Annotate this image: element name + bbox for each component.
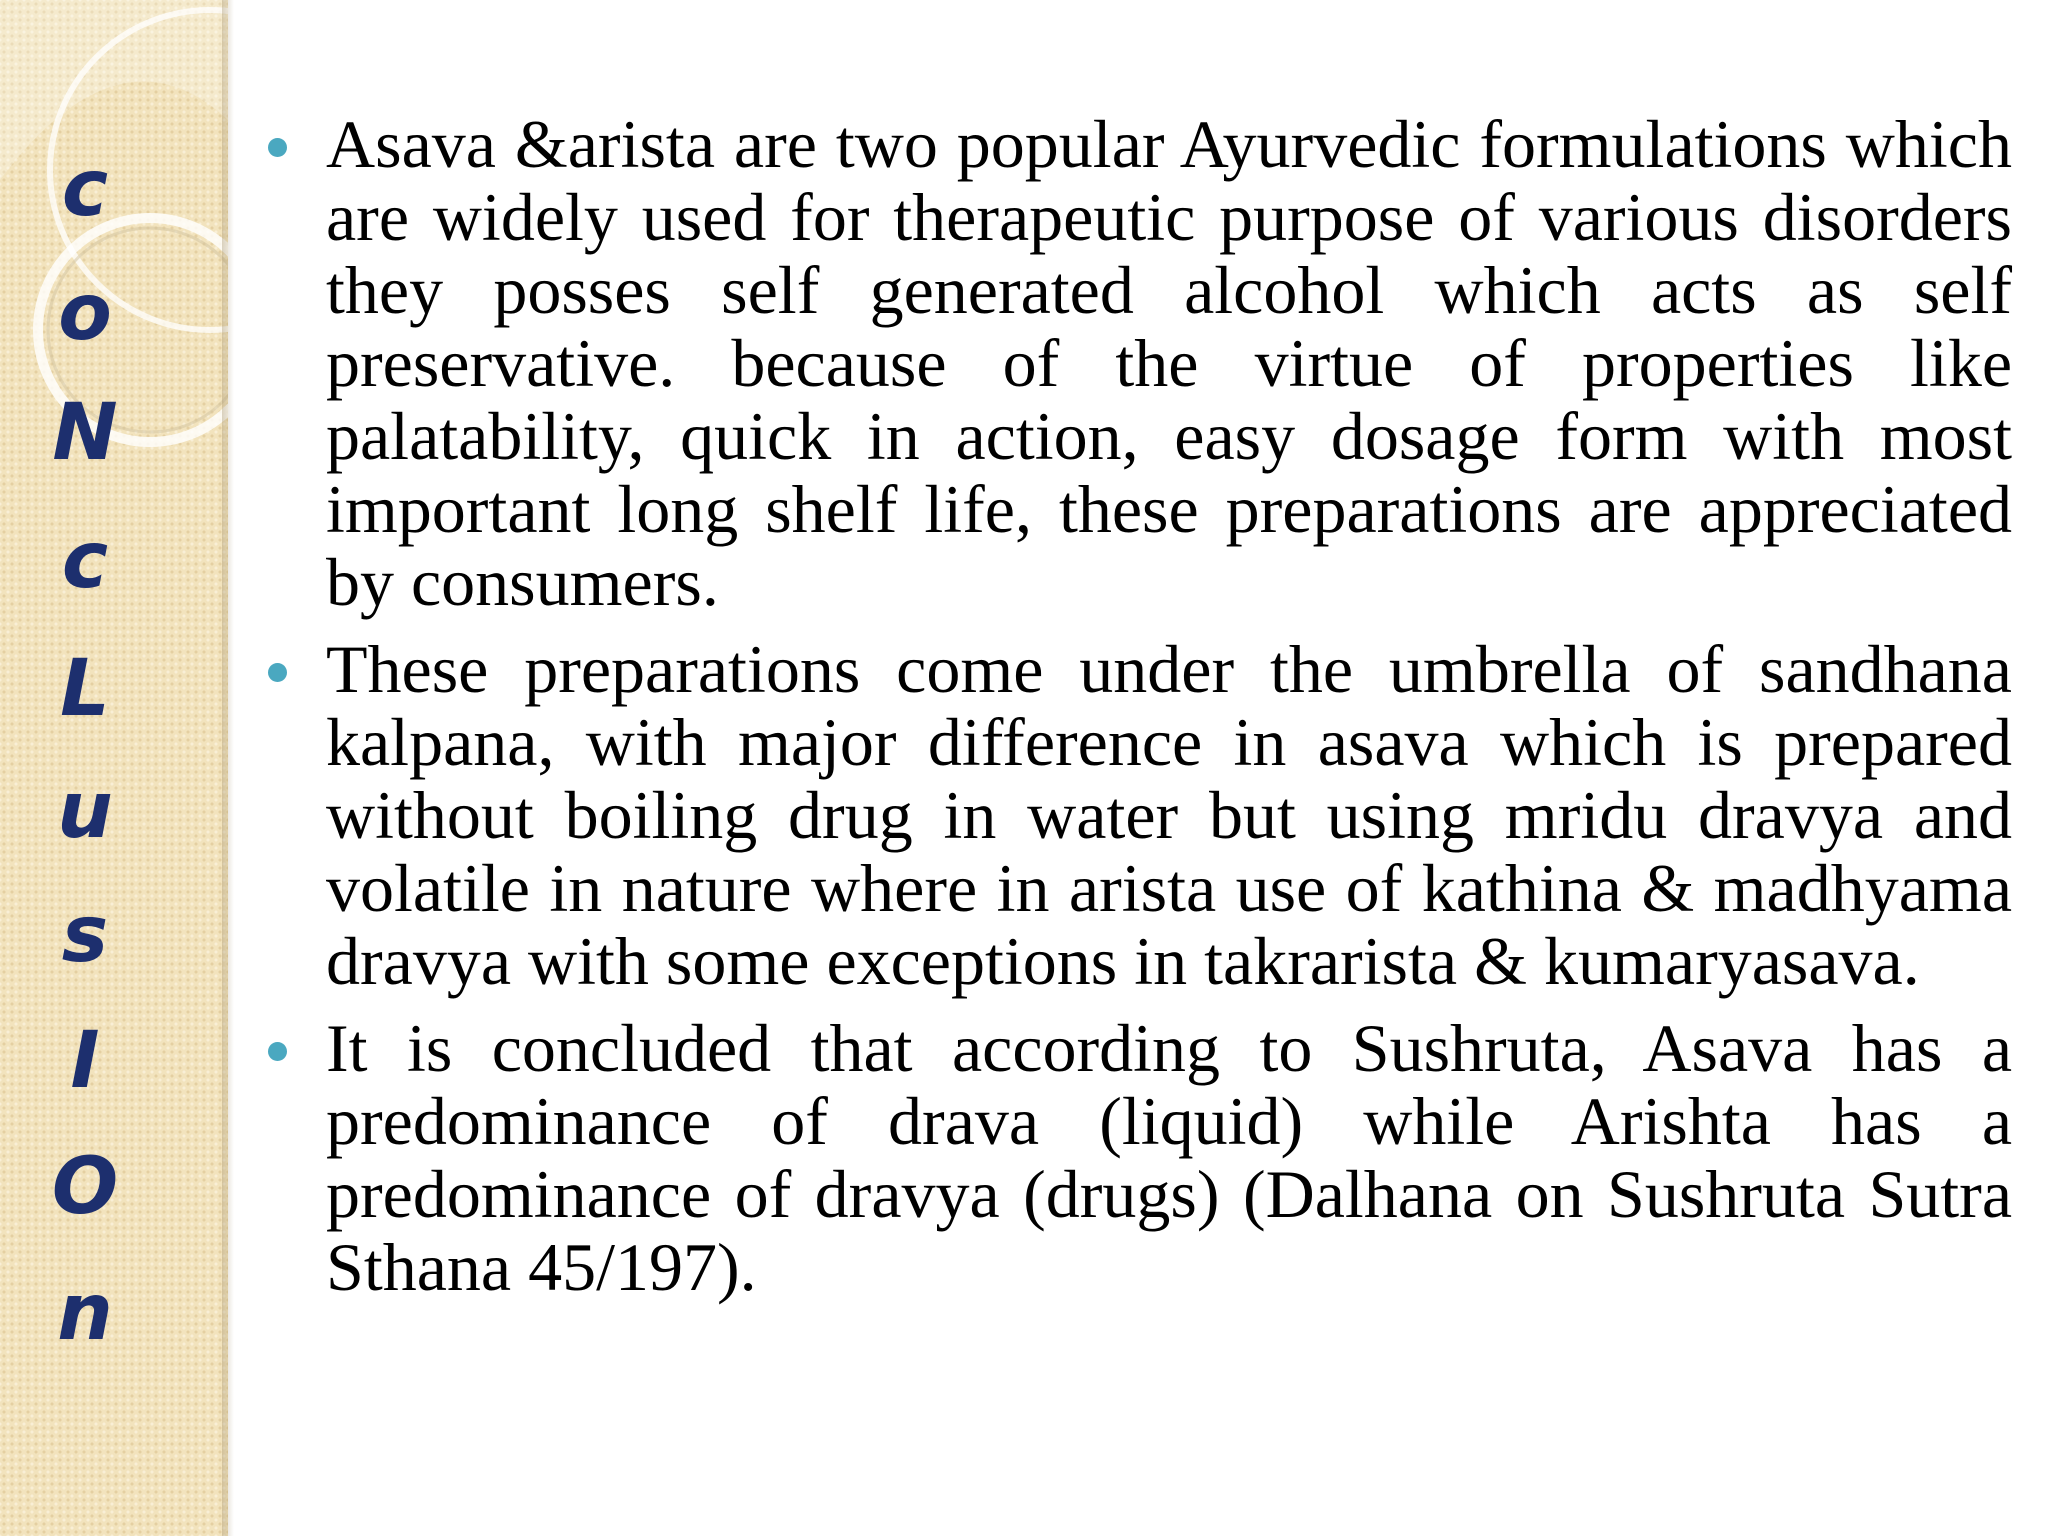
title-letter: N (52, 388, 118, 478)
bullet-dot-icon (268, 663, 287, 682)
bullet-dot-icon (268, 1042, 287, 1061)
title-letter: o (58, 268, 112, 358)
title-letter: I (70, 1016, 100, 1106)
title-letter: L (60, 644, 110, 734)
title-letter: s (61, 890, 109, 980)
content-area (262, 108, 2012, 1318)
title-letter: n (57, 1268, 113, 1358)
vertical-title (0, 144, 170, 1370)
bullet-item (262, 108, 2012, 619)
bullet-item (262, 633, 2012, 998)
title-letter: O (51, 1142, 119, 1232)
title-letter: c (61, 144, 109, 234)
panel-shadow (222, 0, 234, 1536)
bullet-item (262, 1012, 2012, 1304)
side-panel (0, 0, 228, 1536)
bullet-list (262, 108, 2012, 1304)
bullet-dot-icon (268, 138, 287, 157)
bullet-text: Asava &arista are two popular Ayurvedic formulations which are widely used for therapeutic purpose of various disorders they posses self generated alcohol which acts as self preservative. because of the virtue of properties like palatability, quick in action, easy dosage form with most important long shelf life, these preparations are appreciated by consumers. (326, 106, 2012, 620)
bullet-text: These preparations come under the umbrella of sandhana kalpana, with major difference in asava which is prepared without boiling drug in water but using mridu dravya and volatile in nature where in arista use of kathina & madhyama dravya with some exceptions in takrarista & kumaryasava. (326, 631, 2012, 999)
title-letter: c (61, 516, 109, 606)
bullet-text: It is concluded that according to Sushruta, Asava has a predominance of drava (liquid) while Arishta has a predominance of dravya (drugs) (Dalhana on Sushruta Sutra Sthana 45/197). (326, 1010, 2012, 1305)
title-letter: u (57, 766, 113, 856)
